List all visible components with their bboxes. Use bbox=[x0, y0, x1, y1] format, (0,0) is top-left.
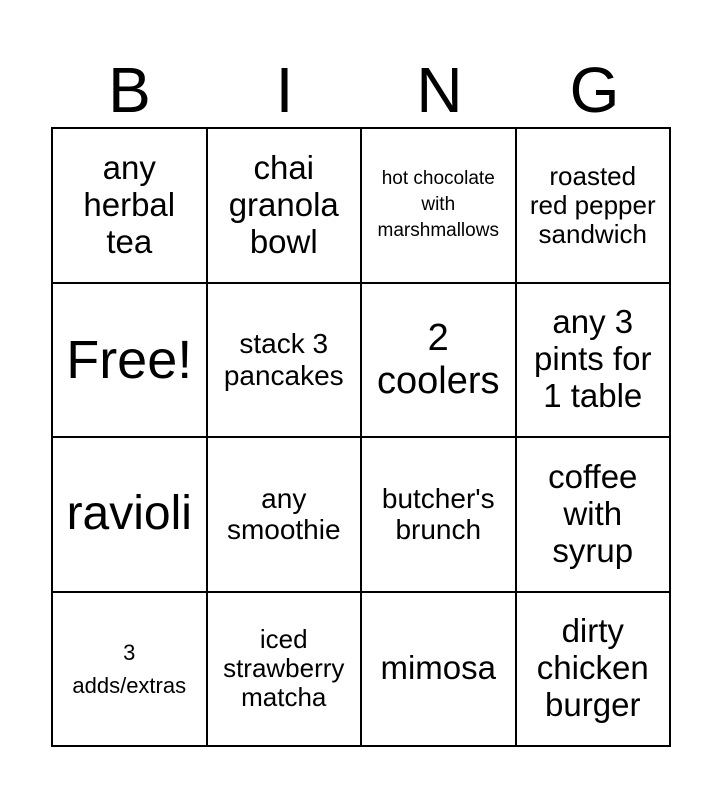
header-letter-i: I bbox=[275, 54, 294, 126]
board-row bbox=[52, 128, 670, 283]
header-letter-n: N bbox=[416, 54, 463, 126]
board-row bbox=[52, 592, 670, 747]
header-letter-g: G bbox=[569, 54, 620, 126]
bingo-header bbox=[52, 52, 672, 128]
bingo-cell[interactable]: any 3 pints for 1 table bbox=[516, 283, 671, 438]
bingo-cell[interactable]: ravioli bbox=[52, 437, 207, 592]
board-row bbox=[52, 283, 670, 438]
bingo-cell[interactable]: any smoothie bbox=[207, 437, 362, 592]
board-row bbox=[52, 437, 670, 592]
header-letter-b: B bbox=[108, 54, 151, 126]
bingo-cell[interactable]: mimosa bbox=[361, 592, 516, 747]
bingo-cell[interactable]: coffee with syrup bbox=[516, 437, 671, 592]
free-space-cell[interactable]: Free! bbox=[52, 283, 207, 438]
bingo-cell[interactable]: roasted red pepper sandwich bbox=[516, 128, 671, 283]
bingo-cell[interactable]: iced strawberry matcha bbox=[207, 592, 362, 747]
bingo-cell[interactable]: chai granola bowl bbox=[207, 128, 362, 283]
bingo-cell[interactable]: butcher's brunch bbox=[361, 437, 516, 592]
bingo-cell[interactable]: 3 adds/extras bbox=[52, 592, 207, 747]
bingo-cell[interactable]: dirty chicken burger bbox=[516, 592, 671, 747]
bingo-cell[interactable]: any herbal tea bbox=[52, 128, 207, 283]
bingo-cell[interactable]: stack 3 pancakes bbox=[207, 283, 362, 438]
bingo-cell[interactable]: hot chocolate with marshmallows bbox=[361, 128, 516, 283]
bingo-cell[interactable]: 2 coolers bbox=[361, 283, 516, 438]
bingo-board bbox=[51, 127, 671, 747]
